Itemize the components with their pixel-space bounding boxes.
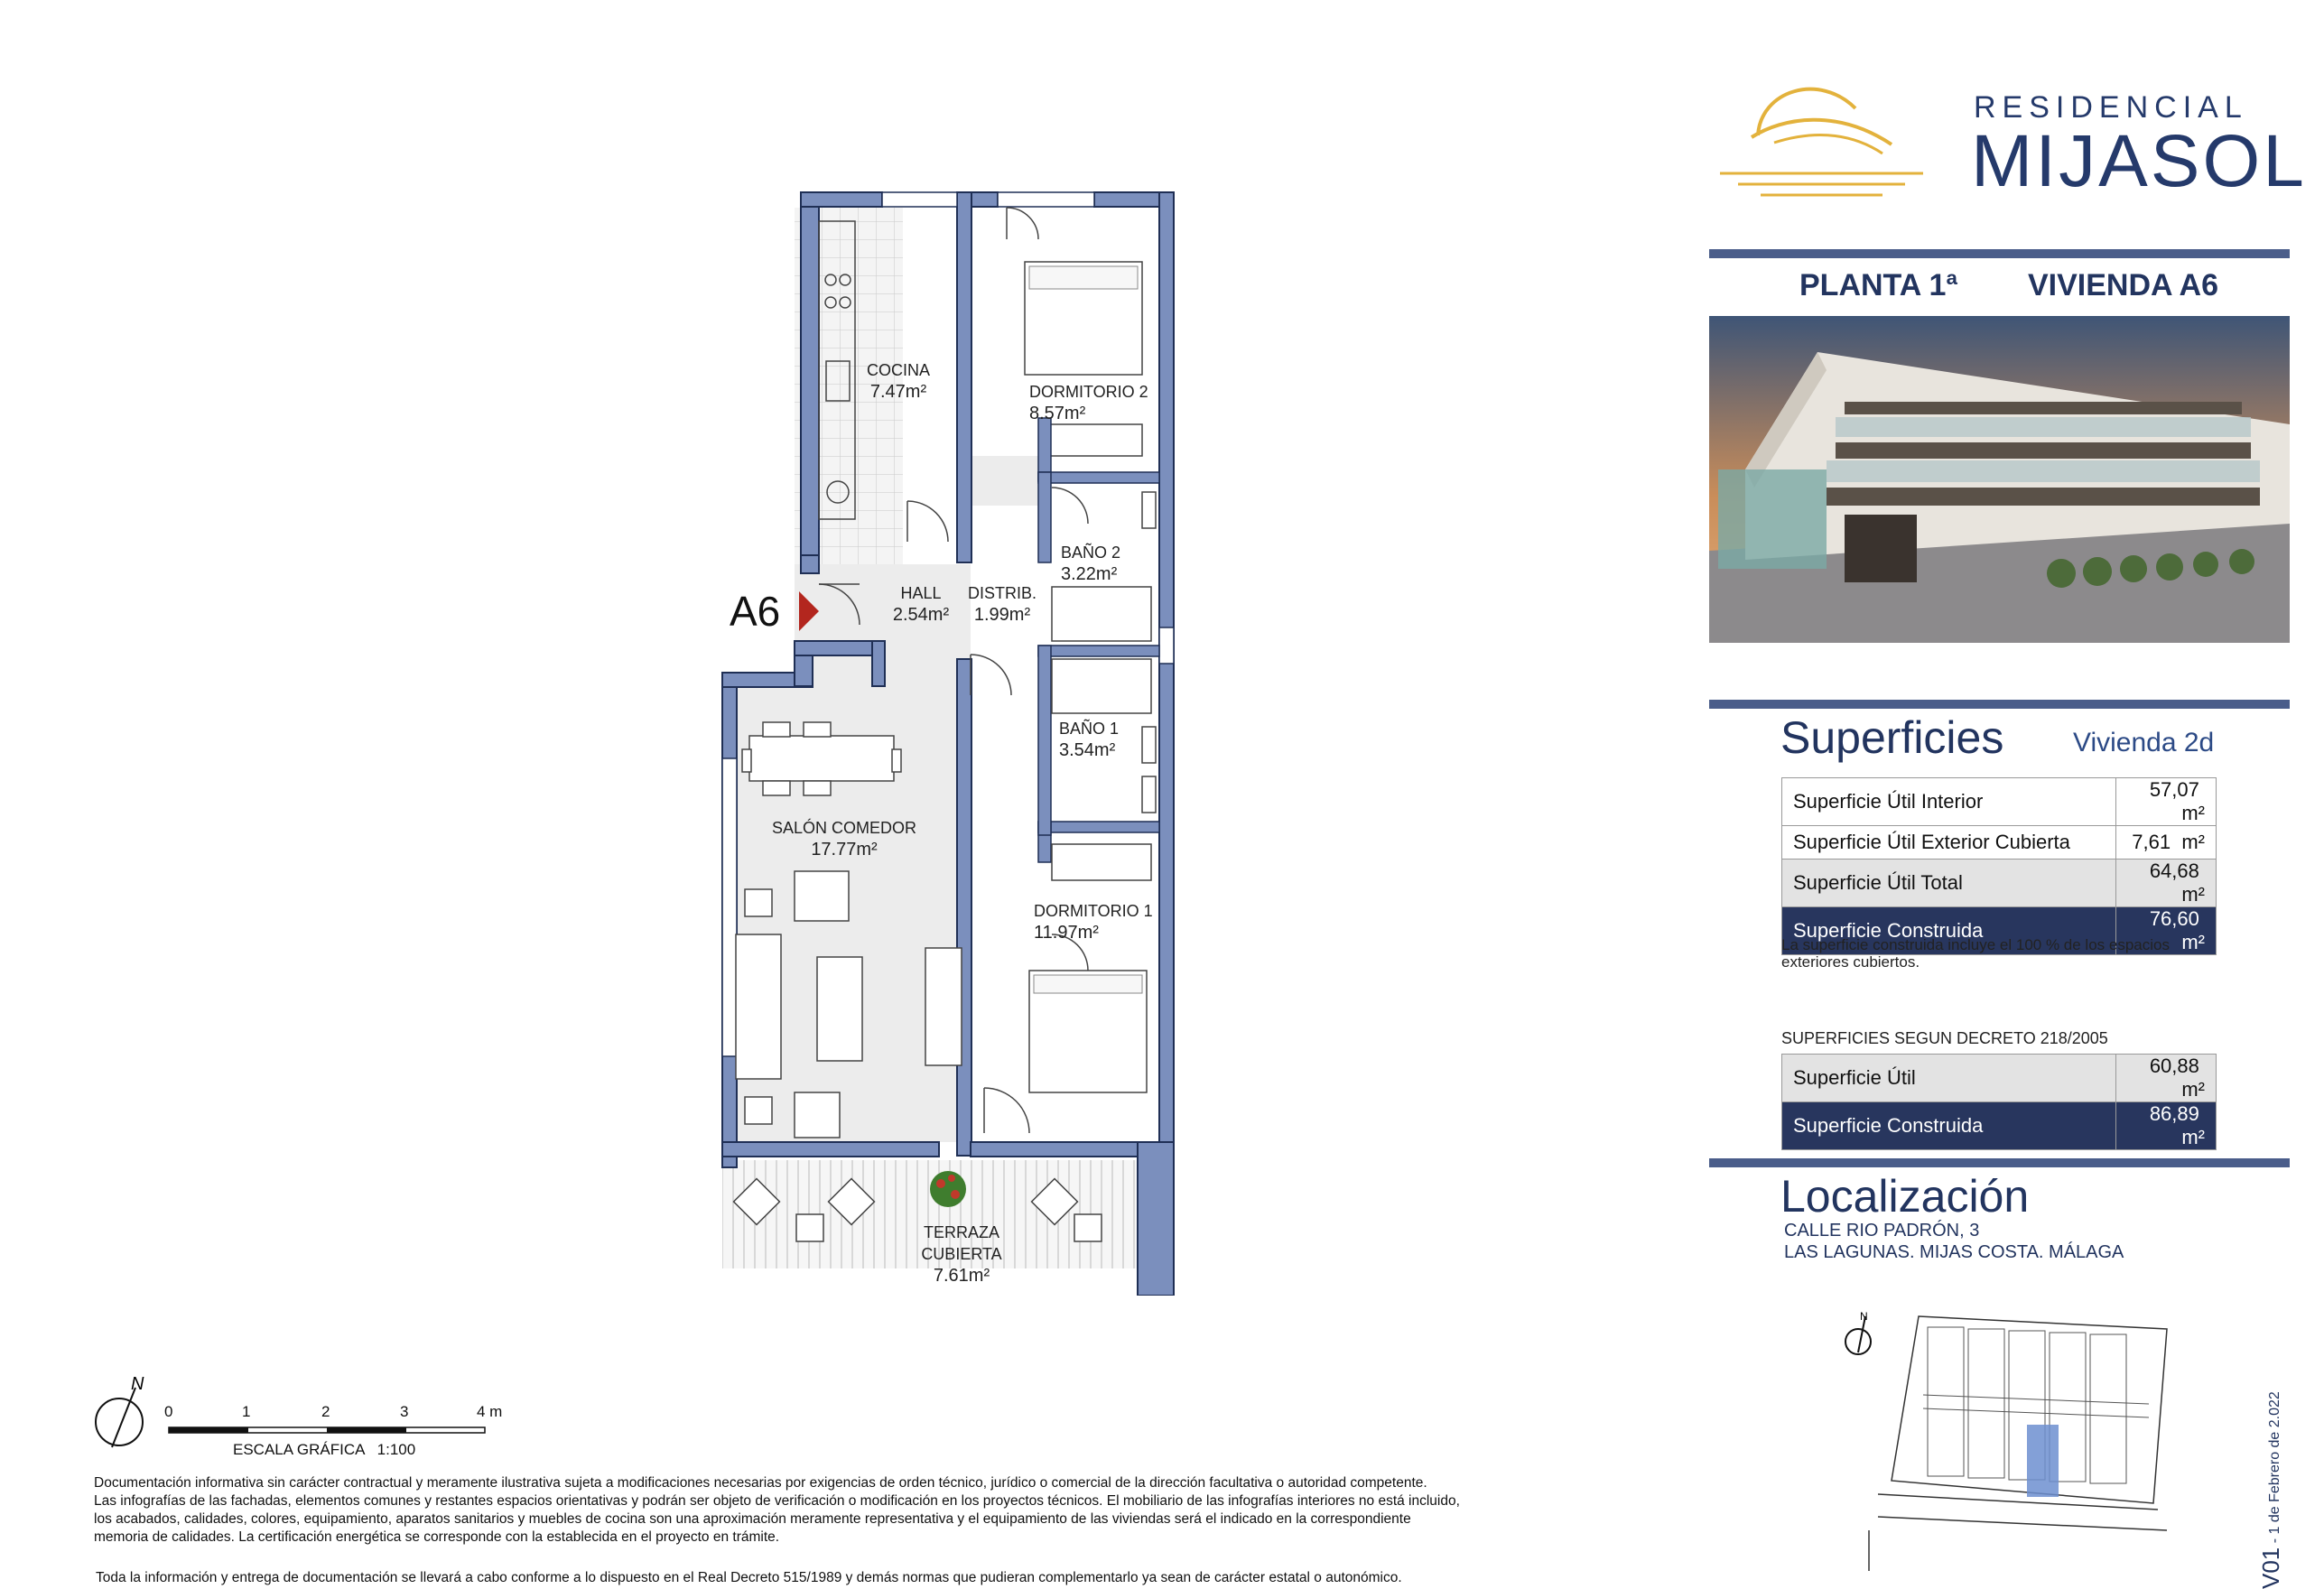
- room-label-terraza: TERRAZA CUBIERTA 7.61m²: [921, 1223, 1002, 1286]
- north-arrow-icon: [90, 1377, 153, 1454]
- table-row: [1782, 860, 2217, 907]
- superficies-title: Superficies: [1780, 712, 2004, 763]
- room-label-hall: HALL 2.54m²: [892, 584, 950, 625]
- site-plan-map: [1842, 1309, 2185, 1571]
- scale-bar: [167, 1425, 492, 1441]
- row-label: Superficie Útil: [1782, 1055, 2116, 1102]
- row-label: Superficie Útil Interior: [1782, 778, 2116, 826]
- row-value: 64,68 m²: [2116, 860, 2217, 907]
- scale-tick: 2: [321, 1403, 330, 1420]
- legal-line: Documentación informativa sin carácter contractual y meramente ilustrativa sujeta a modificaciones necesarias por exigencias de orden técnico, jurídico o comercial de la dirección facultativa o autoridad competente.: [94, 1475, 1427, 1491]
- brand-name-main: MIJASOL: [1971, 120, 2307, 202]
- decreto-title: SUPERFICIES SEGUN DECRETO 218/2005: [1781, 1029, 2108, 1047]
- version-label: V01 - 1 de Febrero de 2.022: [2257, 1391, 2284, 1589]
- superficies-rule: [1709, 700, 2290, 709]
- row-value: 60,88 m²: [2116, 1055, 2217, 1102]
- localizacion-title: Localización: [1780, 1171, 2030, 1222]
- legal-line: Las infografías de las fachadas, elementos comunes y restantes espacios orientativas y podrán ser objeto de verificación o modificación en los proyectos técnicos. El mobiliario de las infografías interiores no está incluido,: [94, 1493, 1460, 1509]
- floor-plan: [695, 185, 1201, 1296]
- room-label-dormitorio-2: DORMITORIO 2 8.57m²: [1029, 383, 1148, 423]
- decreto-table: [1781, 1054, 2217, 1150]
- table-row: [1782, 1055, 2217, 1102]
- room-label-bano-2: BAÑO 2 3.22m²: [1061, 544, 1121, 584]
- planta-label: PLANTA 1ª: [1799, 268, 1958, 302]
- address-line-1: CALLE RIO PADRÓN, 3: [1784, 1221, 1980, 1241]
- legal-line: los acabados, calidades, colores, equipamiento, aparatos sanitarios y muebles de cocina son una aproximación meramente representativa y el equipamiento de las viviendas será el indicado en la correspondiente: [94, 1511, 1411, 1527]
- legal-line: Toda la información y entrega de documentación se llevará a cabo conforme a lo dispuesto en el Real Decreto 515/1989 y demás normas que pudieran complementarlo ya sean de carácter estatal o autonómico.: [96, 1570, 1402, 1585]
- room-label-salon-comedor: SALÓN COMEDOR 17.77m²: [771, 819, 917, 860]
- row-label: Superficie Construida: [1782, 907, 2116, 955]
- localizacion-rule: [1709, 1158, 2290, 1167]
- vivienda-label: VIVIENDA A6: [2028, 268, 2218, 302]
- brand-name-top: RESIDENCIAL: [1974, 90, 2248, 125]
- scale-label: ESCALA GRÁFICA 1:100: [233, 1441, 416, 1458]
- scale-tick: 0: [164, 1403, 173, 1420]
- legal-line: memoria de calidades. La certificación energética se corresponde con la establecida en el proyecto en trámite.: [94, 1529, 780, 1545]
- row-label: Superficie Útil Exterior Cubierta: [1782, 826, 2116, 860]
- svg-text:N: N: [131, 1377, 144, 1394]
- address-line-2: LAS LAGUNAS. MIJAS COSTA. MÁLAGA: [1784, 1242, 2124, 1262]
- room-label-bano-1: BAÑO 1 3.54m²: [1059, 720, 1120, 760]
- row-value: 76,60 m²: [2116, 907, 2217, 955]
- room-label-dormitorio-1: DORMITORIO 1 11.97m²: [1034, 902, 1153, 943]
- header-rule: [1709, 249, 2290, 258]
- room-label-distrib: DISTRIB. 1.99m²: [967, 584, 1037, 625]
- room-label-cocina: COCINA 7.47m²: [866, 361, 930, 402]
- building-rendering: [1709, 316, 2290, 643]
- row-value: 86,89 m²: [2116, 1102, 2217, 1150]
- scale-tick: 3: [400, 1403, 409, 1420]
- table-row: [1782, 826, 2217, 860]
- row-label: Superficie Construida: [1782, 1102, 2116, 1150]
- plant-icon: [930, 1171, 966, 1207]
- table-row: [1782, 1102, 2217, 1150]
- row-label: Superficie Útil Total: [1782, 860, 2116, 907]
- unit-label: A6: [730, 588, 781, 635]
- superficies-subtitle: Vivienda 2d: [2073, 728, 2215, 757]
- row-value: 57,07 m²: [2116, 778, 2217, 826]
- table-row: [1782, 778, 2217, 826]
- row-value: 7,61 m²: [2116, 826, 2217, 860]
- superficies-note: La superficie construida incluye el 100 % de los espacios exteriores cubiertos.: [1781, 936, 2170, 971]
- brand-logo-mark: [1711, 72, 1937, 199]
- svg-text:N: N: [1860, 1310, 1868, 1323]
- scale-tick: 4 m: [477, 1403, 503, 1420]
- entrance-arrow-icon: [799, 591, 821, 636]
- scale-tick: 1: [242, 1403, 251, 1420]
- superficies-table: [1781, 777, 2217, 955]
